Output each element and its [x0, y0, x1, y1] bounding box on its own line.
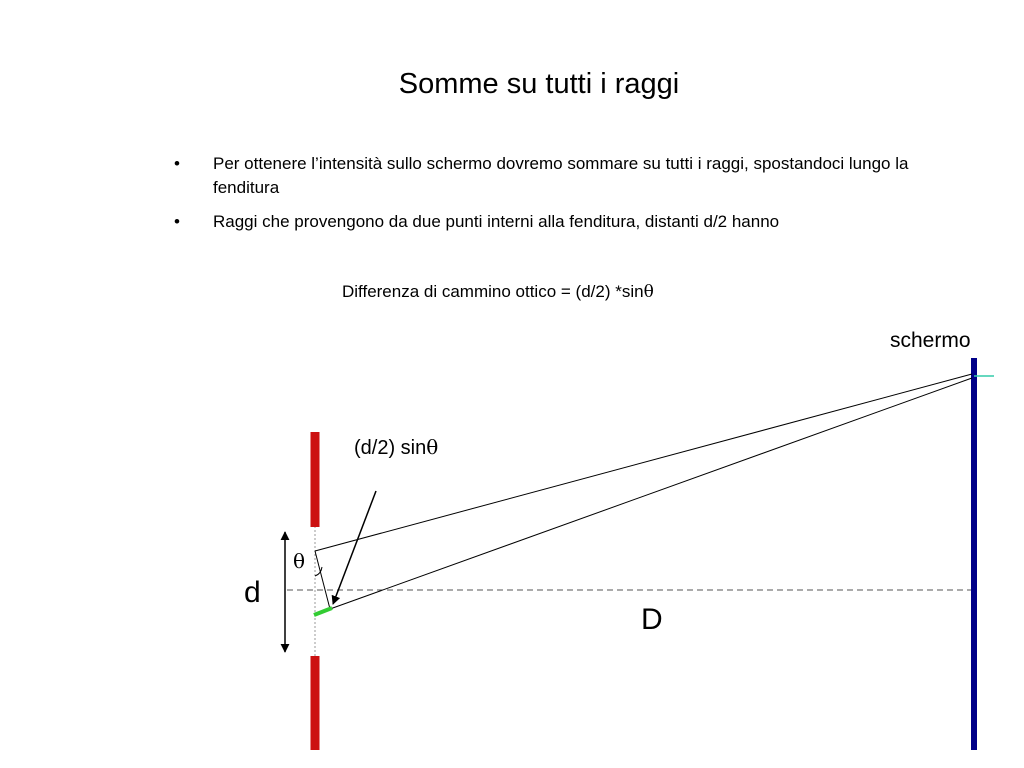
- screen-label: schermo: [890, 329, 971, 352]
- ray-upper: [315, 374, 972, 551]
- bullet-text: Per ottenere l’intensità sullo schermo dovremo sommare su tutti i raggi, spostandoci lungo la fenditura: [213, 154, 909, 197]
- path-difference-label-theta: θ: [426, 435, 439, 459]
- slit-width-label: d: [244, 576, 261, 609]
- formula-text: Differenza di cammino ottico = (d/2) *sin: [342, 282, 644, 301]
- perpendicular-line: [315, 551, 330, 609]
- slide-title: Somme su tutti i raggi: [398, 68, 680, 100]
- path-difference-label: [354, 434, 438, 461]
- bullet-marker: •: [174, 212, 180, 231]
- path-difference-label-text: (d/2) sin: [354, 437, 427, 459]
- bullet-text: Raggi che provengono da due punti interni alla fenditura, distanti d/2 hanno: [213, 212, 780, 231]
- ray-lower: [330, 378, 972, 609]
- path-difference-segment: [314, 608, 332, 615]
- label-pointer-arrow: [333, 491, 376, 604]
- angle-label: θ: [293, 549, 306, 573]
- bullet-marker: •: [174, 154, 180, 173]
- formula-theta-symbol: θ: [643, 282, 654, 302]
- distance-label: D: [641, 603, 663, 636]
